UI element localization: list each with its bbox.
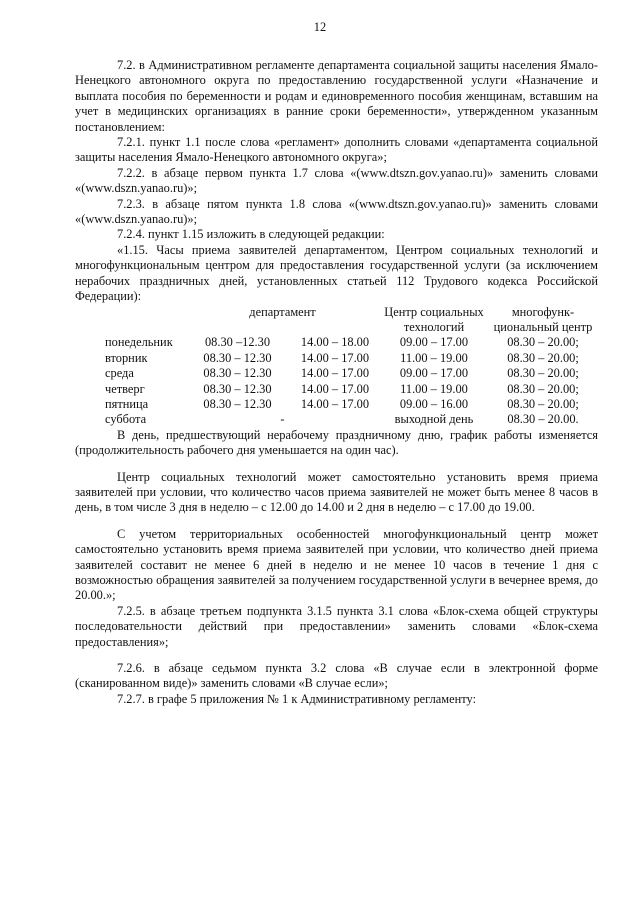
schedule-table [75,305,598,428]
schedule-dept-afternoon: 14.00 – 17.00 [300,396,370,411]
paragraph-7-2-5: 7.2.5. в абзаце третьем подпункта 3.1.5 пункта 3.1 слова «Блок-схема общей структуры последовательности действий при предоставлении» заменить словами «Блок-схема предоставления»; [75,603,598,649]
schedule-dept-morning: 08.30 – 12.30 [203,350,272,365]
schedule-mfc-hours: 08.30 – 20.00; [507,381,579,396]
paragraph-7-2-6: 7.2.6. в абзаце седьмом пункта 3.2 слова «В случае если в электронной форме (сканированном виде)» заменить словами «В случае если»; [75,661,598,691]
schedule-header-department: департамент [249,304,316,319]
paragraph-7-2-4: 7.2.4. пункт 1.15 изложить в следующей редакции: [117,227,385,242]
paragraph-7-2-3: 7.2.3. в абзаце пятом пункта 1.8 слова «(www.dtszn.gov.yanao.ru)» заменить словами «(www.dszn.yanao.ru)»; [75,196,598,227]
paragraph-center-hours: Центр социальных технологий может самостоятельно установить время приема заявителей при условии, что количество часов приема заявителей не может быть менее 8 часов в день, в том числе 3 дня в неделю – с 12.00 до 14.00 и 2 дня в неделю – с 17.00 до 19.00. [75,469,598,515]
schedule-center-hours: 11.00 – 19.00 [400,381,468,396]
schedule-day: пятница [105,396,149,411]
schedule-dept-morning: 08.30 – 12.30 [203,396,272,411]
schedule-mfc-hours: 08.30 – 20.00; [507,396,579,411]
schedule-day: четверг [105,381,145,396]
schedule-center-hours: 09.00 – 16.00 [399,396,469,411]
schedule-mfc-hours: 08.30 – 20.00; [507,366,579,381]
schedule-dept-morning: 08.30 – 12.30 [203,366,272,381]
paragraph-7-2-7: 7.2.7. в графе 5 приложения № 1 к Административному регламенту: [117,691,477,706]
schedule-mfc-hours: 08.30 – 20.00. [507,412,579,427]
schedule-header-center: Центр социальных технологий [384,304,484,334]
schedule-day: среда [105,366,134,381]
schedule-dept-afternoon: 14.00 – 18.00 [300,335,370,350]
document-body [75,58,598,707]
schedule-center-hours: 09.00 – 17.00 [399,335,469,350]
schedule-day: понедельник [105,335,173,350]
schedule-dept-afternoon: 14.00 – 17.00 [300,381,370,396]
paragraph-7-2-1: 7.2.1. пункт 1.1 после слова «регламент» дополнить словами «департамента социальной защиты населения Ямало-Ненецкого автономного округа»; [75,135,598,165]
schedule-dept-morning: 08.30 – 12.30 [203,381,272,396]
paragraph-7-2-2: 7.2.2. в абзаце первом пункта 1.7 слова «(www.dtszn.gov.yanao.ru)» заменить словами «(www.dszn.yanao.ru)»; [75,165,598,196]
schedule-dept-morning: 08.30 –12.30 [204,335,271,350]
schedule-mfc-hours: 08.30 – 20.00; [507,335,579,350]
paragraph-7-2: 7.2. в Административном регламенте департамента социальной защиты населения Ямало-Ненецкого автономного округа по предоставлению государственной услуги «Назначение и выплата пособия по беременности и родам и единовременного пособия женщинам, вставшим на учет в медицинских организациях в ранние сроки беременности», утвержденном указанным постановлением: [75,58,598,134]
page-number: 12 [313,20,327,34]
schedule-dept-afternoon: 14.00 – 17.00 [300,350,370,365]
schedule-center-hours: выходной день [394,412,474,427]
paragraph-1-15: «1.15. Часы приема заявителей департаментом, Центром социальных технологий и многофункциональным центром для предоставления государственной услуги (за исключением нерабочих праздничных дней, установленных статьей 112 Трудового кодекса Российской Федерации): [75,242,598,304]
paragraph-holiday: В день, предшествующий нерабочему праздничному дню, график работы изменяется (продолжительность рабочего дня уменьшается на один час). [75,427,598,458]
schedule-center-hours: 09.00 – 17.00 [399,366,469,381]
schedule-dept-afternoon: 14.00 – 17.00 [300,366,370,381]
schedule-center-hours: 11.00 – 19.00 [400,350,468,365]
schedule-mfc-hours: 08.30 – 20.00; [507,350,579,365]
schedule-day: вторник [105,350,148,365]
paragraph-mfc-hours: С учетом территориальных особенностей многофункциональный центр может самостоятельно установить время приема заявителей при условии, что количество дней приема заявителей составит не менее 6 дней в неделю и не менее 10 часов в течение 1 дня с возможностью обращения заявителей за получением государственной услуги в вечернее время, до 20.00.»; [75,526,598,603]
schedule-day: суббота [105,412,147,427]
schedule-header-mfc: многофунк-циональный центр [493,304,593,334]
schedule-dept-hours: - [280,412,285,427]
